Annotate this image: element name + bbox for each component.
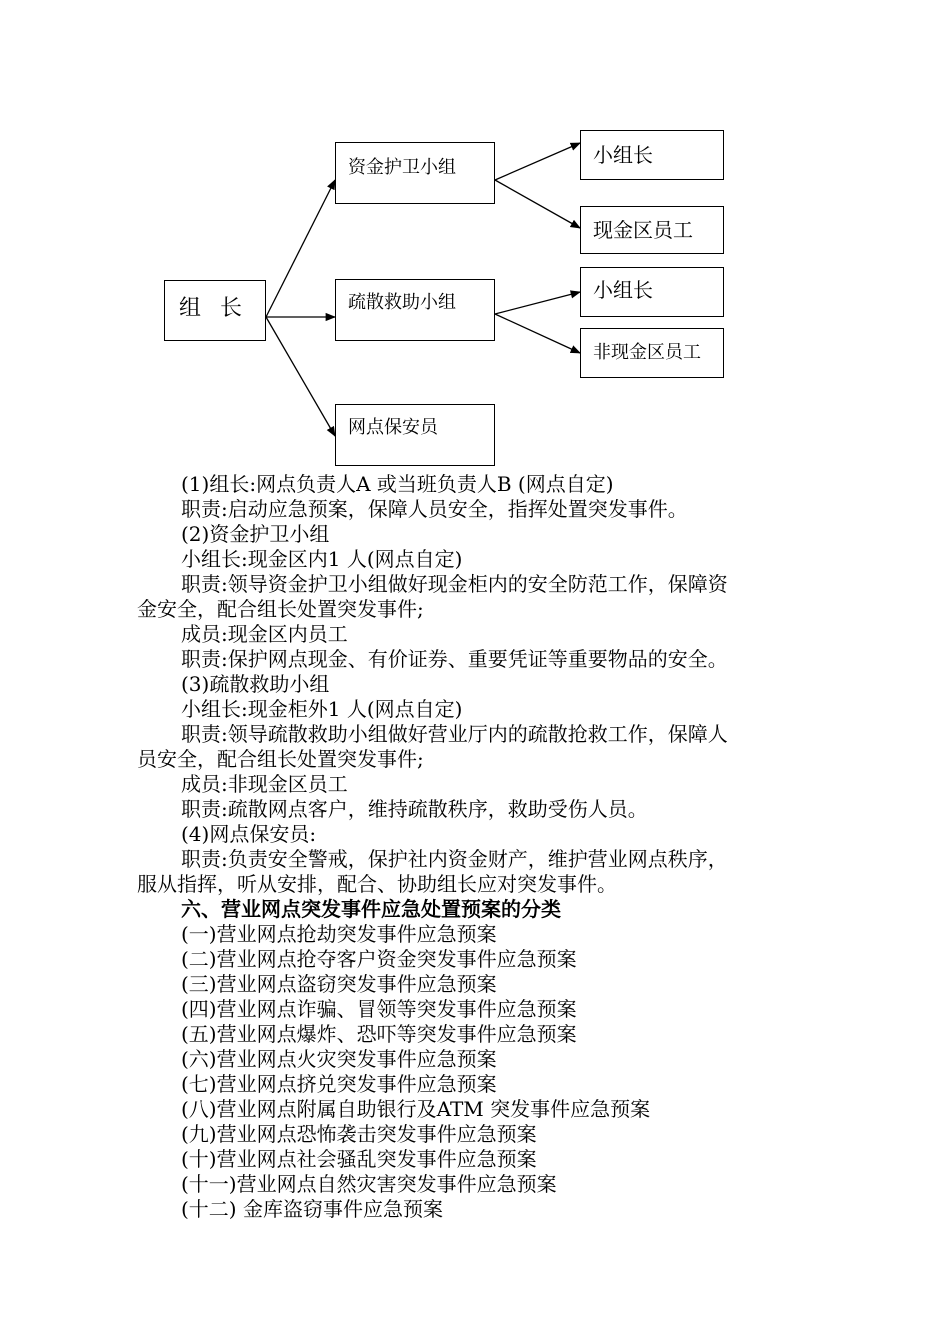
cash-staff-box [580,206,724,254]
paragraph-evac-group: (3)疏散救助小组 [181,672,330,696]
plan-item: (四)营业网点诈骗、冒领等突发事件应急预案 [181,997,577,1021]
plan-item: (八)营业网点附属自助银行及ATM 突发事件应急预案 [181,1097,651,1121]
paragraph-evac-duty-1: 职责:领导疏散救助小组做好营业厅内的疏散抢救工作，保障人 [181,722,728,746]
paragraph-guard-duty-1: 职责:负责安全警戒，保护社内资金财产，维护营业网点秩序， [181,847,728,871]
fund-sub-leader-label: 小组长 [593,143,653,167]
paragraph-evac-members: 成员:非现金区员工 [181,772,348,796]
plan-item: (十一)营业网点自然灾害突发事件应急预案 [181,1172,557,1196]
evacuation-label: 疏散救助小组 [348,292,456,313]
plan-item: (三)营业网点盗窃突发事件应急预案 [181,972,497,996]
plan-item: (十)营业网点社会骚乱突发事件应急预案 [181,1147,537,1171]
plan-item: (五)营业网点爆炸、恐吓等突发事件应急预案 [181,1022,577,1046]
arrow-to-staff-2 [495,314,580,353]
plan-item: (六)营业网点火灾突发事件应急预案 [181,1047,497,1071]
arrow-to-sub-leader-1 [495,143,580,180]
fund-guard-box [335,142,495,204]
arrow-to-staff-1 [495,180,580,228]
paragraph-evac-members-duty: 职责:疏散网点客户，维持疏散秩序，救助受伤人员。 [181,797,648,821]
non-cash-staff-box [580,328,724,378]
arrow-to-sub-leader-2 [495,292,580,314]
plan-item: (二)营业网点抢夺客户资金突发事件应急预案 [181,947,577,971]
evac-sub-leader-box [580,267,724,317]
security-guard-label: 网点保安员 [348,417,438,438]
arrow-to-fund-guard [266,180,335,317]
paragraph-fund-members: 成员:现金区内员工 [181,622,348,646]
non-cash-staff-label: 非现金区员工 [593,342,701,363]
section-heading: 六、营业网点突发事件应急处置预案的分类 [181,897,561,921]
fund-sub-leader-box [580,130,724,180]
paragraph-fund-sub-leader: 小组长:现金区内1 人(网点自定) [181,547,463,571]
paragraph-guard-duty-2: 服从指挥，听从安排，配合、协助组长应对突发事件。 [137,872,617,896]
leader-label: 组 长 [179,296,248,321]
evac-sub-leader-label: 小组长 [593,278,653,302]
paragraph-fund-group: (2)资金护卫小组 [181,522,330,546]
plan-item: (一)营业网点抢劫突发事件应急预案 [181,922,497,946]
fund-guard-label: 资金护卫小组 [348,157,456,178]
paragraph-fund-duty-1: 职责:领导资金护卫小组做好现金柜内的安全防范工作，保障资 [181,572,728,596]
paragraph-leader-duty: 职责:启动应急预案，保障人员安全，指挥处置突发事件。 [181,497,688,521]
org-chart [0,0,950,470]
evacuation-box [335,279,495,341]
plan-item: (七)营业网点挤兑突发事件应急预案 [181,1072,497,1096]
paragraph-fund-duty-2: 金安全，配合组长处置突发事件; [137,597,424,621]
plan-item: (九)营业网点恐怖袭击突发事件应急预案 [181,1122,537,1146]
plan-item: (十二) 金库盗窃事件应急预案 [181,1197,443,1221]
cash-staff-label: 现金区员工 [593,218,693,242]
arrow-to-security-guard [266,317,335,436]
paragraph-evac-duty-2: 员安全，配合组长处置突发事件; [137,747,424,771]
org-chart-connectors [0,0,950,470]
leader-box [164,280,266,341]
paragraph-security-guard: (4)网点保安员: [181,822,317,846]
paragraph-leader: (1)组长:网点负责人A 或当班负责人B (网点自定) [181,472,614,496]
paragraph-fund-members-duty: 职责:保护网点现金、有价证券、重要凭证等重要物品的安全。 [181,647,728,671]
paragraph-evac-sub-leader: 小组长:现金柜外1 人(网点自定) [181,697,463,721]
security-guard-box [335,404,495,466]
